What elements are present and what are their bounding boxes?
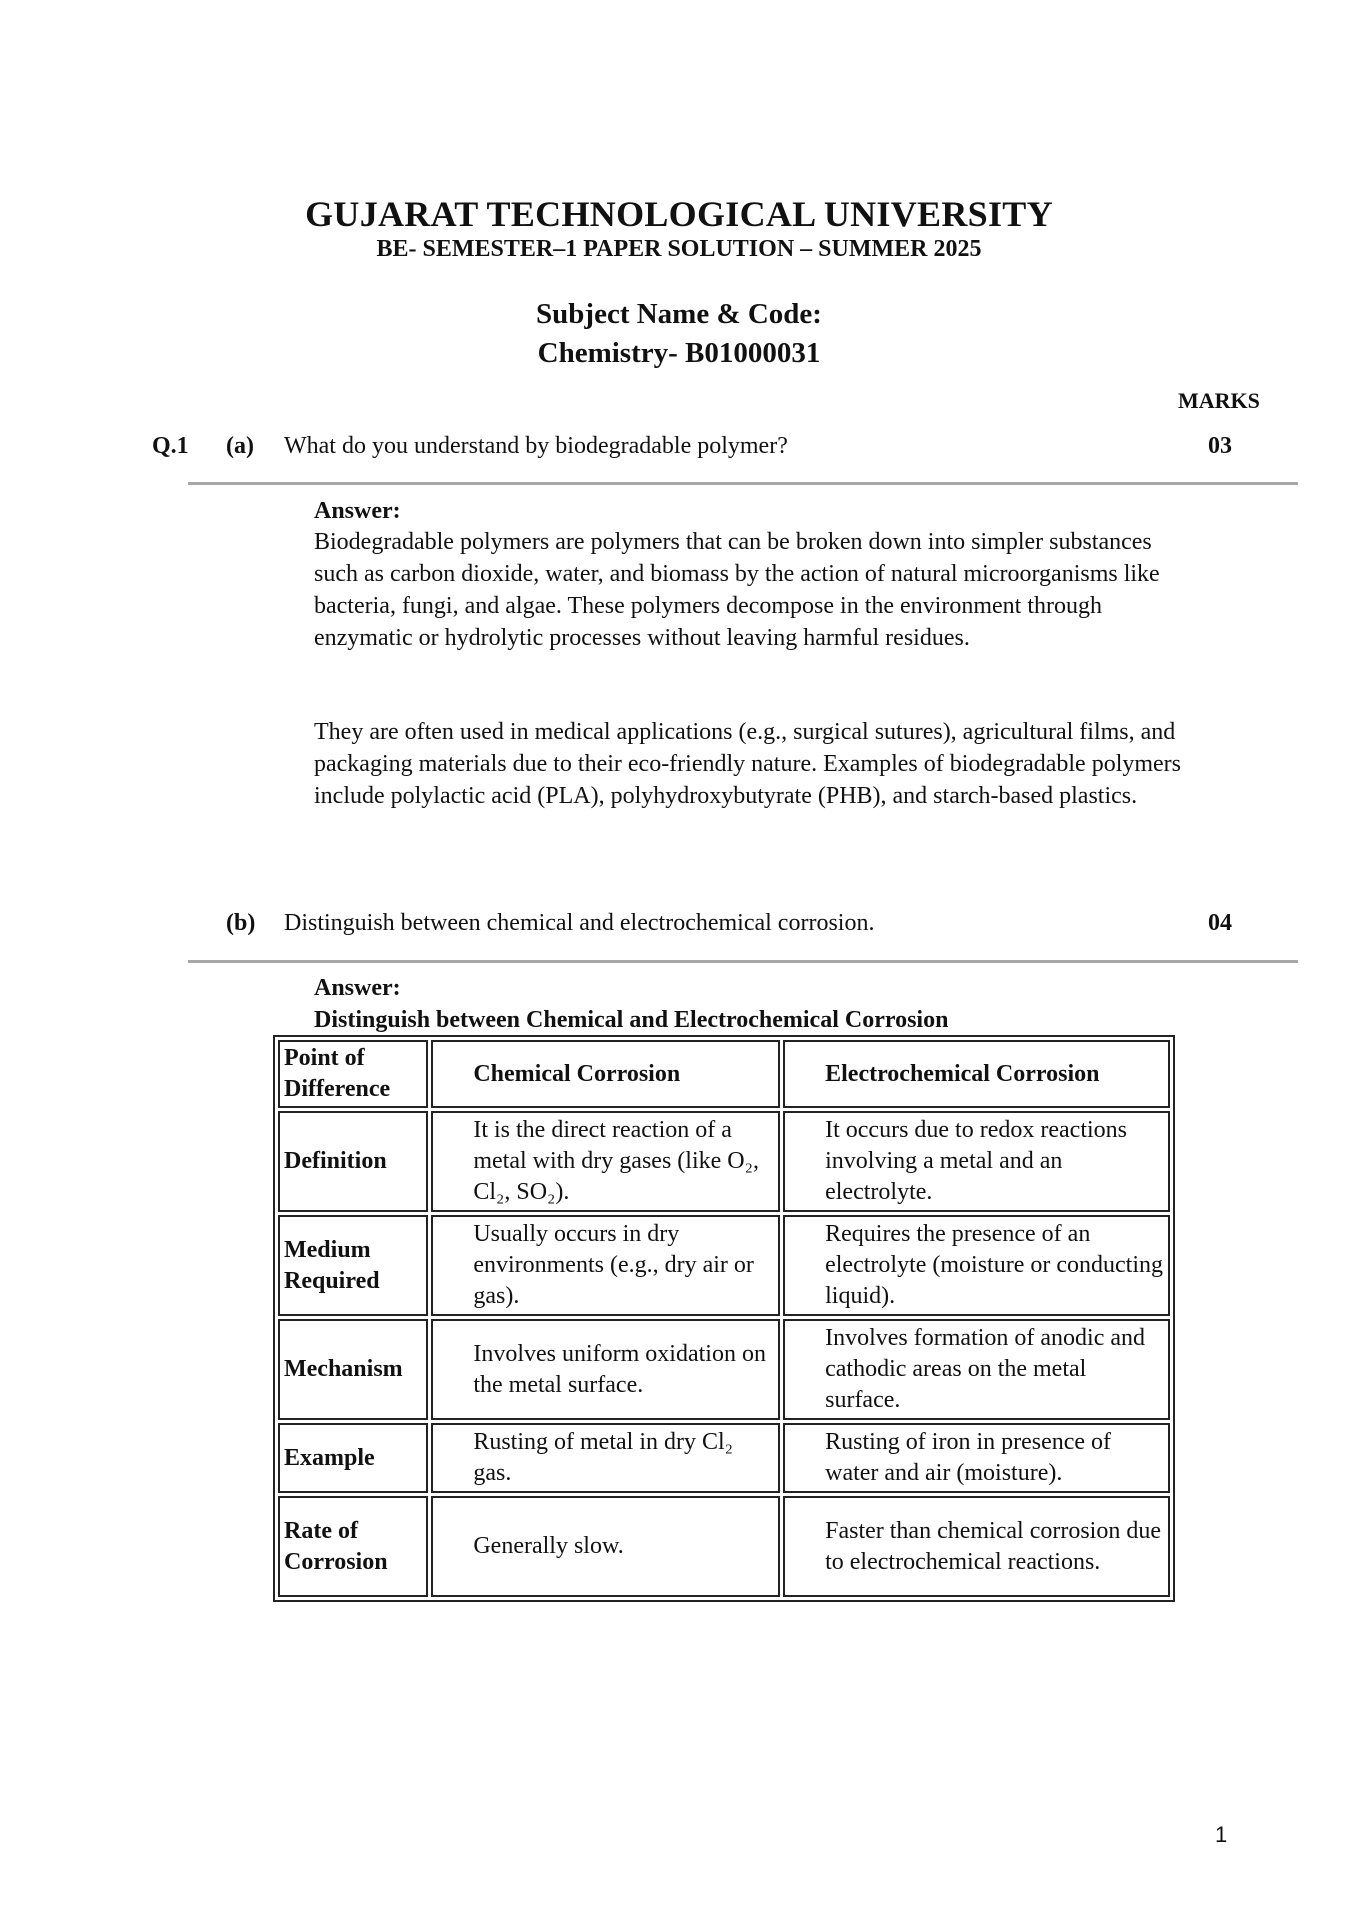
- chemical-cell: It is the direct reaction of a metal with dry gases (like O₂, Cl₂, SO₂).: [431, 1111, 780, 1212]
- table-row: [278, 1496, 1170, 1597]
- answer-a-paragraph-2-text: They are often used in medical applications (e.g., surgical sutures), agricultural films, and packaging materials due to their eco-friendly nature. Examples of biodegradable polymers include polylactic acid (PLA), polyhydroxybutyrate (PHB), and starch-based plastics.: [314, 719, 1182, 809]
- row-label-cell: Definition: [278, 1111, 428, 1212]
- answer-a-paragraph-1-text: Biodegradable polymers are polymers that can be broken down into simpler substances such as carbon dioxide, water, and biomass by the action of natural microorganisms like bacteria, fungi, and algae. These polymers decompose in the environment through enzymatic or hydrolytic processes without leaving harmful residues.: [314, 529, 1160, 651]
- subquestion-b-label: (b): [226, 910, 256, 936]
- subject-code: Chemistry- B01000031: [537, 337, 821, 369]
- electrochemical-cell: Requires the presence of an electrolyte (moisture or conducting liquid).: [783, 1215, 1170, 1316]
- subquestion-b-marks: 04: [1208, 910, 1232, 936]
- table-row: [278, 1319, 1170, 1420]
- electrochemical-cell: Faster than chemical corrosion due to electrochemical reactions.: [783, 1496, 1170, 1597]
- answer-a-paragraph-1: [314, 526, 1194, 654]
- answer-a-label: Answer:: [314, 498, 401, 524]
- chemical-cell: Rusting of metal in dry Cl₂ gas.: [431, 1423, 780, 1493]
- subquestion-a-marks: 03: [1208, 433, 1232, 459]
- table-header-row: [278, 1040, 1170, 1108]
- chemical-cell: Usually occurs in dry environments (e.g., dry air or gas).: [431, 1215, 780, 1316]
- table-row: [278, 1111, 1170, 1212]
- subquestion-b-text: Distinguish between chemical and electrochemical corrosion.: [284, 910, 875, 936]
- comparison-table-title: Distinguish between Chemical and Electrochemical Corrosion: [314, 1007, 949, 1033]
- chemical-cell: Involves uniform oxidation on the metal surface.: [431, 1319, 780, 1420]
- subquestion-a-label: (a): [226, 433, 254, 459]
- table-header-cell: Chemical Corrosion: [431, 1040, 780, 1108]
- answer-b-label: Answer:: [314, 975, 401, 1001]
- row-label-cell: Mechanism: [278, 1319, 428, 1420]
- subject-label: Subject Name & Code:: [536, 298, 822, 330]
- marks-column-heading: MARKS: [1178, 388, 1260, 413]
- comparison-table: [273, 1035, 1175, 1602]
- semester-subtitle: BE- SEMESTER–1 PAPER SOLUTION – SUMMER 2025: [376, 236, 982, 262]
- divider-line: [188, 960, 1298, 963]
- electrochemical-cell: Rusting of iron in presence of water and air (moisture).: [783, 1423, 1170, 1493]
- subquestion-a-text: What do you understand by biodegradable polymer?: [284, 433, 788, 459]
- table-header-cell: Point of Difference: [278, 1040, 428, 1108]
- table-row: [278, 1423, 1170, 1493]
- row-label-cell: Example: [278, 1423, 428, 1493]
- table-row: [278, 1215, 1170, 1316]
- divider-line: [188, 482, 1298, 485]
- electrochemical-cell: Involves formation of anodic and cathodic areas on the metal surface.: [783, 1319, 1170, 1420]
- question-number: Q.1: [152, 433, 189, 459]
- electrochemical-cell: It occurs due to redox reactions involving a metal and an electrolyte.: [783, 1111, 1170, 1212]
- table-header-cell: Electrochemical Corrosion: [783, 1040, 1170, 1108]
- university-title: GUJARAT TECHNOLOGICAL UNIVERSITY: [305, 194, 1053, 234]
- answer-a-paragraph-2: [314, 716, 1194, 812]
- page-number: 1: [1215, 1822, 1228, 1847]
- chemical-cell: Generally slow.: [431, 1496, 780, 1597]
- row-label-cell: Medium Required: [278, 1215, 428, 1316]
- row-label-cell: Rate of Corrosion: [278, 1496, 428, 1597]
